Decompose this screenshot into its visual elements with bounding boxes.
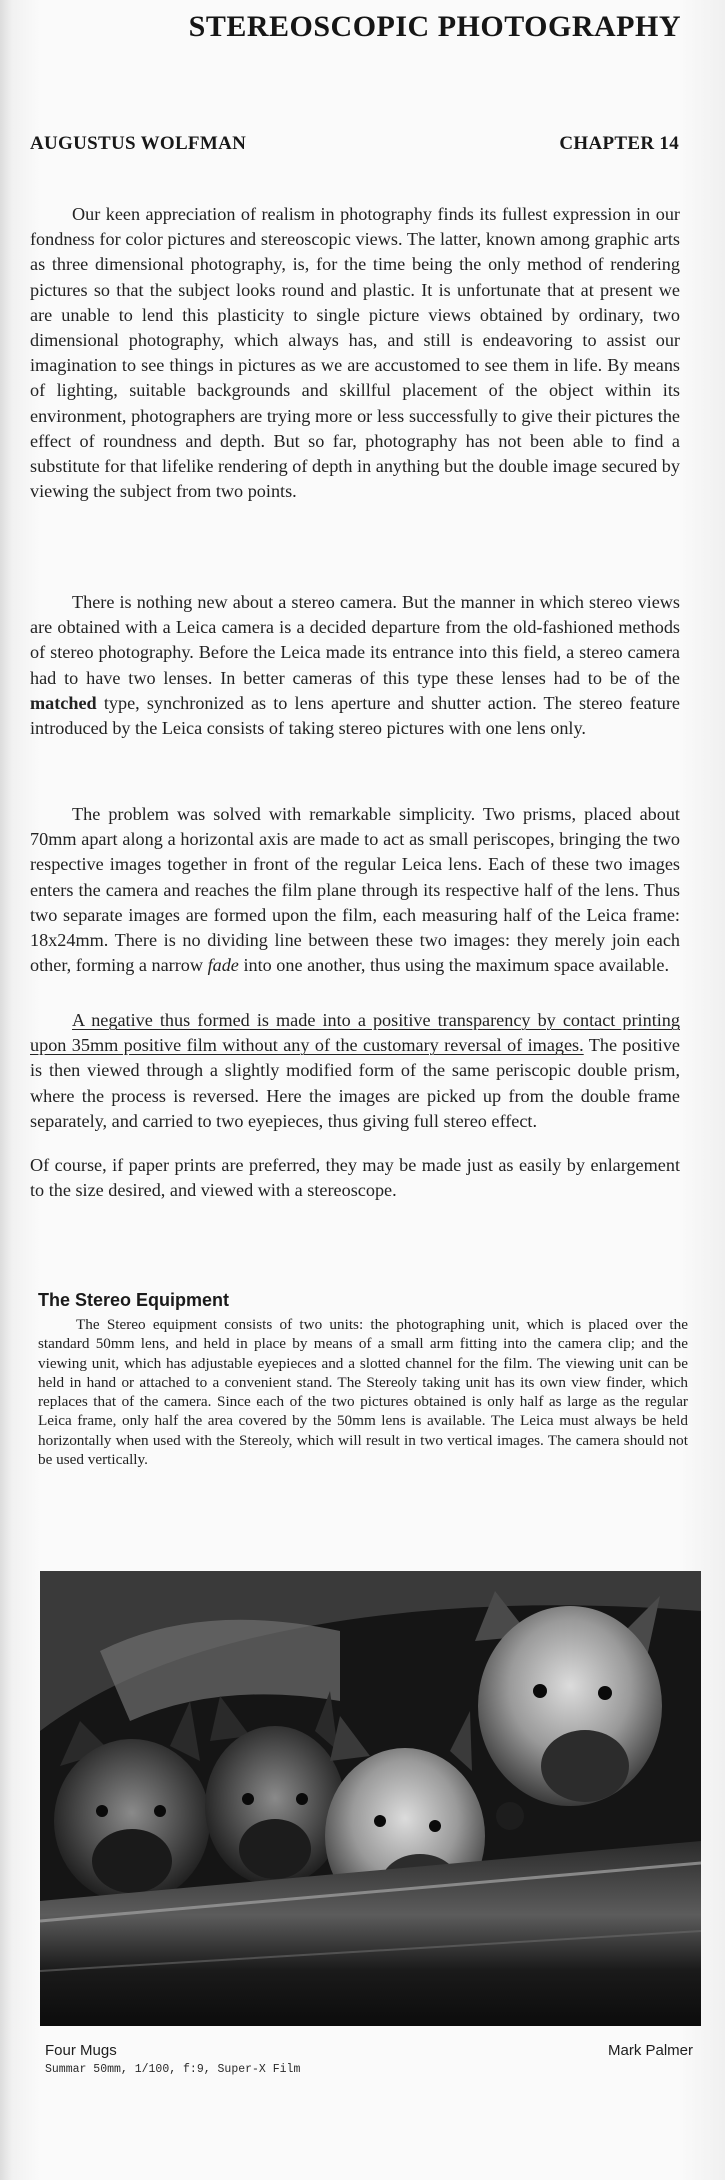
paragraph-text (30, 1008, 680, 1134)
section-paragraph: The Stereo equipment consists of two units: the photographing unit, which is placed over the standard 50mm lens, and held in place by means of a small arm fitting into the camera clip; and the viewing unit, which has adjustable eyepieces and a slotted channel for the film. The viewing unit can be held in hand or attached to a convenient stand. The Stereoly taking unit has its own view finder, which replaces that of the camera. Since each of the two pictures obtained is only half as large as the regular Leica frame, only half the area covered by the 50mm lens is available. The Leica must always be held horizontally when used with the Stereoly, which will result in two vertical images. The camera should not be used vertically. (38, 1316, 688, 1469)
paragraph-text (30, 802, 680, 978)
emphasized-word: matched (30, 692, 97, 713)
photo-credit: Mark Palmer (607, 2042, 693, 2059)
body-paragraph-1 (30, 202, 680, 504)
body-paragraph-4 (30, 1008, 680, 1134)
paragraph-text: Of course, if paper prints are preferred, they may be made just as easily by enlargement to the size desired, and viewed with a stereoscope. (30, 1155, 680, 1201)
body-paragraph-3 (30, 802, 680, 978)
paragraph-text-end: The positive is then viewed through a slightly modified form of the same periscopic double prism, where the process is reversed. Here the images are picked up from the double frame separately, and carried to two eyepieces, thus giving full stereo effect. (30, 1035, 680, 1131)
photo-illustration (40, 1571, 701, 2026)
paragraph-text-start: There is nothing new about a stereo camera. But the manner in which stereo views are obtained with a Leica camera is a decided departure from the old-fashioned methods of stereo photography. Before the Leica made its entrance into this field, a stereo camera had to have two lenses. In better cameras of this type these lenses had to be of the (30, 592, 680, 688)
section-body (38, 1315, 688, 1469)
section-heading: The Stereo Equipment (38, 1290, 230, 1310)
page-title: STEREOSCOPIC PHOTOGRAPHY (188, 10, 681, 43)
photo-caption-details: Summar 50mm, 1/100, f:9, Super-X Film (45, 2063, 301, 2076)
paragraph-text-start: The problem was solved with remarkable simplicity. Two prisms, placed about 70mm apart along a horizontal axis are made to act as small periscopes, bringing the two respective images together in front of the regular Leica lens. Each of these two images enters the camera and reaches the film plane through its respective half of the lens. Thus two separate images are formed upon the film, each measuring half of the Leica frame: 18x24mm. There is no dividing line between these two images: they merely join each other, forming a narrow (30, 804, 680, 976)
underlined-sentence: A negative thus formed is made into a positive transparency by contact printing upon 35mm positive film without any of the customary reversal of images. (30, 1010, 680, 1056)
paragraph-text-end: into one another, thus using the maximum space available. (238, 955, 669, 976)
paragraph-text-end: type, synchronized as to lens aperture and shutter action. The stereo feature introduced by the Leica consists of taking stereo pictures with one lens only. (30, 692, 680, 739)
italic-word: fade (207, 955, 239, 976)
body-paragraph-5 (30, 1153, 680, 1203)
dogs-photograph (40, 1571, 701, 2026)
body-paragraph-2 (30, 590, 680, 741)
chapter-label: CHAPTER 14 (559, 133, 679, 154)
author-name: AUGUSTUS WOLFMAN (30, 133, 247, 154)
page-header (30, 133, 679, 159)
paragraph-text: Our keen appreciation of realism in photography finds its fullest expression in our fondness for color pictures and stereoscopic views. The latter, known among graphic arts as three dimensional photography, is, for the time being the only method of rendering pictures so that the subject looks round and plastic. It is unfortunate that at present we are unable to lend this plasticity to single picture views obtained by ordinary, two dimensional photography, which always has, and still is endeavoring to assist our imagination to see things in pictures as we are accustomed to see them in life. By means of lighting, suitable backgrounds and skillful placement of the object within its environment, photographers are trying more or less successfully to give their pictures the effect of roundness and depth. But so far, photography has not been able to find a substitute for that lifelike rendering of depth in anything but the double image secured by viewing the subject from two points. (30, 204, 680, 502)
photo-caption-title: Four Mugs (45, 2042, 117, 2059)
paragraph-text (30, 590, 680, 741)
